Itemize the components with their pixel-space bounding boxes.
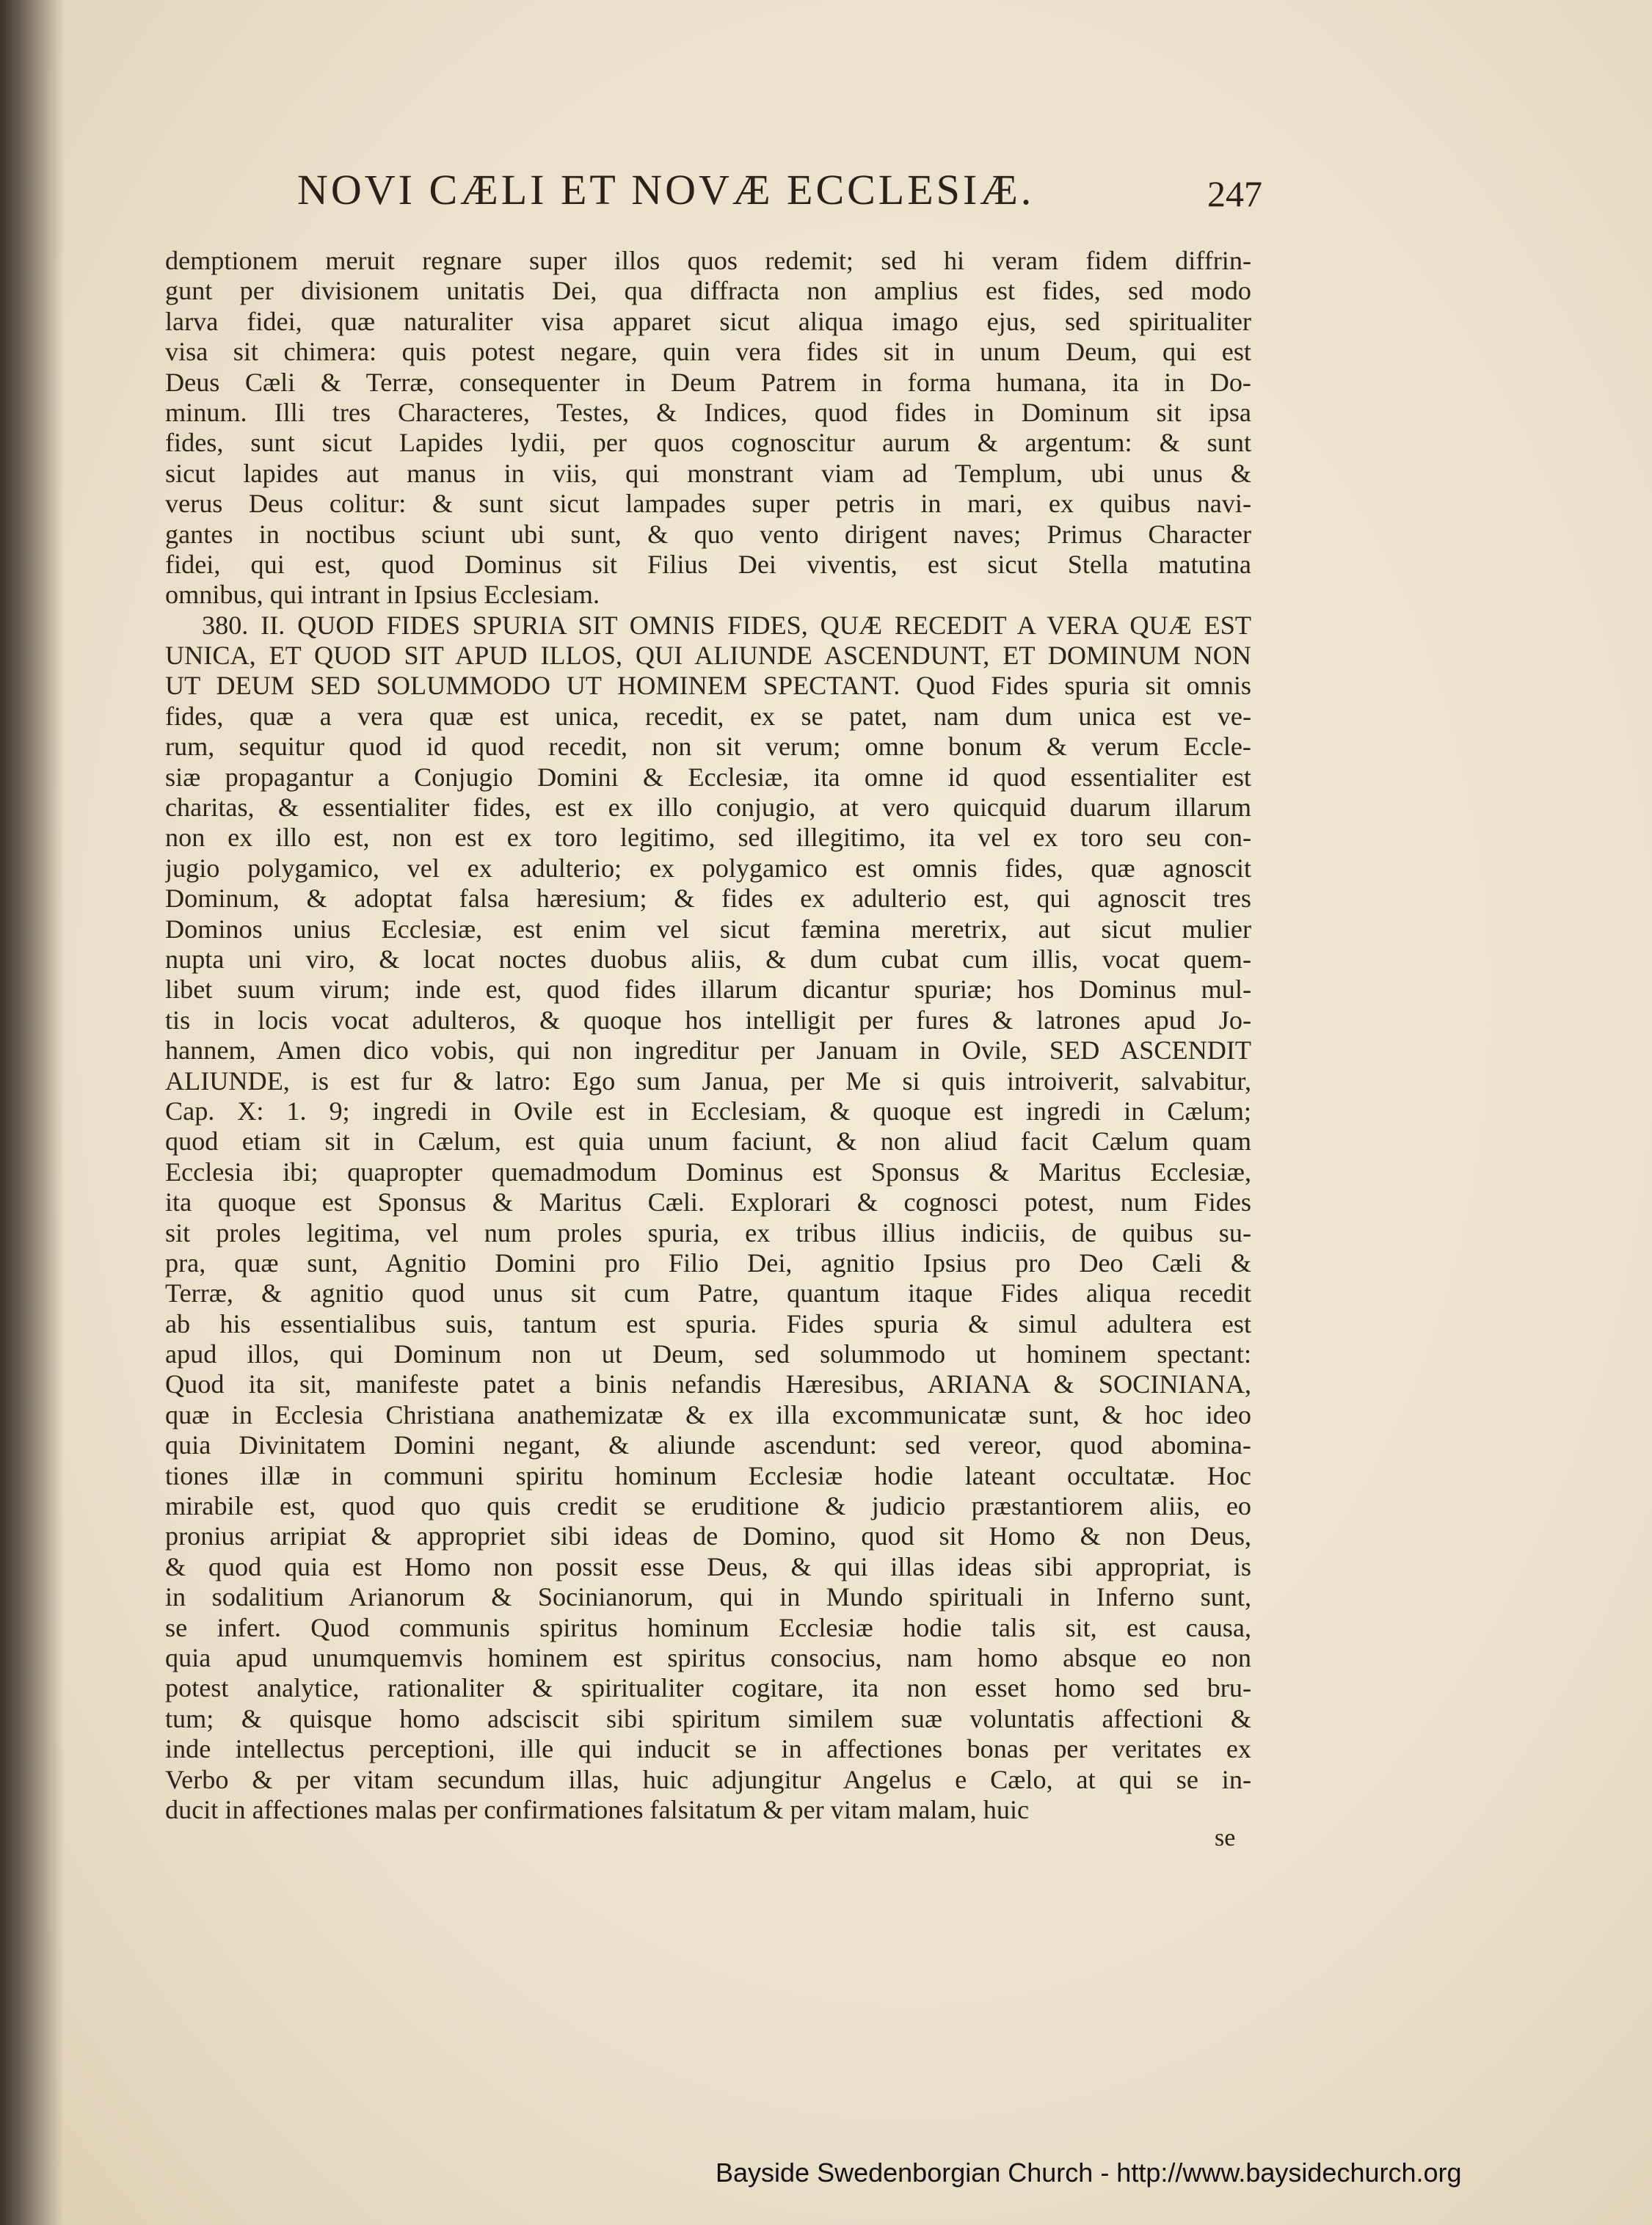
text-line: hannem, Amen dico vobis, qui non ingreditur per Januam in Ovile, SED ASCENDIT	[165, 1035, 1251, 1066]
text-line: & quod quia est Homo non possit esse Deus, & qui illas ideas sibi appropriat, is	[165, 1551, 1251, 1581]
text-line: Dominum, & adoptat falsa hæresium; & fides ex adulterio est, qui agnoscit tres	[165, 884, 1251, 914]
text-line: ALIUNDE, is est fur & latro: Ego sum Janua, per Me si quis introiverit, salvabitur,	[165, 1066, 1251, 1096]
text-line: mirabile est, quod quo quis credit se eruditione & judicio præstantiorem aliis, eo	[165, 1491, 1251, 1521]
text-line: nupta uni viro, & locat noctes duobus aliis, & dum cubat cum illis, vocat quem-	[165, 944, 1251, 974]
text-line: fides, sunt sicut Lapides lydii, per quos cognoscitur aurum & argentum: & sunt	[165, 428, 1251, 458]
text-line: verus Deus colitur: & sunt sicut lampades super petris in mari, ex quibus navi-	[165, 489, 1251, 519]
text-line: Dominos unius Ecclesiæ, est enim vel sicut fæmina meretrix, aut sicut mulier	[165, 914, 1251, 944]
text-line: tiones illæ in communi spiritu hominum Ecclesiæ hodie lateant occultatæ. Hoc	[165, 1460, 1251, 1490]
text-line: Ecclesia ibi; quapropter quemadmodum Dominus est Sponsus & Maritus Ecclesiæ,	[165, 1157, 1251, 1187]
text-line: omnibus, qui intrant in Ipsius Ecclesiam.	[165, 580, 600, 610]
text-line: in sodalitium Arianorum & Socinianorum, qui in Mundo spirituali in Inferno sunt,	[165, 1582, 1251, 1612]
text-line: inde intellectus perceptioni, ille qui inducit se in affectiones bonas per veritates ex	[165, 1734, 1251, 1764]
text-line: Deus Cæli & Terræ, consequenter in Deum Patrem in forma humana, ita in Do-	[165, 367, 1251, 397]
text-line: ab his essentialibus suis, tantum est spuria. Fides spuria & simul adultera est	[165, 1308, 1251, 1339]
text-line: Terræ, & agnitio quod unus sit cum Patre, quantum itaque Fides aliqua recedit	[165, 1278, 1251, 1308]
text-line: sicut lapides aut manus in viis, qui monstrant viam ad Templum, ubi unus &	[165, 458, 1251, 488]
book-spine-shadow	[0, 0, 65, 2225]
text-line: pra, quæ sunt, Agnitio Domini pro Filio Dei, agnitio Ipsius pro Deo Cæli &	[165, 1248, 1251, 1278]
text-line: potest analytice, rationaliter & spiritualiter cogitare, ita non esset homo sed bru-	[165, 1673, 1251, 1703]
credit-watermark: Bayside Swedenborgian Church - http://www.baysidechurch.org	[716, 2157, 1462, 2188]
text-line: Quod ita sit, manifeste patet a binis nefandis Hæresibus, ARIANA & SOCINIANA,	[165, 1369, 1251, 1399]
running-title: NOVI CÆLI ET NOVÆ ECCLESIÆ.	[297, 166, 1035, 214]
text-line: jugio polygamico, vel ex adulterio; ex polygamico est omnis fides, quæ agnoscit	[165, 853, 1251, 883]
text-line: minum. Illi tres Characteres, Testes, & Indices, quod fides in Dominum sit ipsa	[165, 397, 1251, 427]
text-line: quia Divinitatem Domini negant, & aliunde ascendunt: sed vereor, quod abomina-	[165, 1430, 1251, 1460]
text-line: gantes in noctibus sciunt ubi sunt, & quo vento dirigent naves; Primus Character	[165, 519, 1251, 549]
text-line: UNICA, ET QUOD SIT APUD ILLOS, QUI ALIUNDE ASCENDUNT, ET DOMINUM NON	[165, 641, 1251, 671]
text-line: siæ propagantur a Conjugio Domini & Ecclesiæ, ita omne id quod essentialiter est	[165, 762, 1251, 792]
text-line: sit proles legitima, vel num proles spuria, ex tribus illius indiciis, de quibus su-	[165, 1217, 1251, 1248]
text-line: pronius arripiat & appropriet sibi ideas de Domino, quod sit Homo & non Deus,	[165, 1521, 1251, 1551]
text-line: gunt per divisionem unitatis Dei, qua diffracta non amplius est fides, sed modo	[165, 276, 1251, 306]
text-line: quia apud unumquemvis hominem est spiritus consocius, nam homo absque eo non	[165, 1642, 1251, 1672]
text-line: ita quoque est Sponsus & Maritus Cæli. Explorari & cognosci potest, num Fides	[165, 1187, 1251, 1217]
text-line: non ex illo est, non est ex toro legitimo, sed illegitimo, ita vel ex toro seu con-	[165, 823, 1251, 853]
text-line: apud illos, qui Dominum non ut Deum, sed solummodo ut hominem spectant:	[165, 1339, 1251, 1369]
text-line: demptionem meruit regnare super illos quos redemit; sed hi veram fidem diffrin-	[165, 246, 1251, 275]
text-line: quod etiam sit in Cælum, est quia unum faciunt, & non aliud facit Cælum quam	[165, 1126, 1251, 1157]
text-line: rum, sequitur quod id quod recedit, non sit verum; omne bonum & verum Eccle-	[165, 732, 1251, 762]
catchword: se	[1215, 1824, 1236, 1851]
text-line: charitas, & essentialiter fides, est ex illo conjugio, at vero quicquid duarum illarum	[165, 793, 1251, 823]
text-line: tis in locis vocat adulteros, & quoque hos intelligit per fures & latrones apud Jo-	[165, 1005, 1251, 1035]
body-text	[165, 246, 1251, 1825]
text-line: fides, quæ a vera quæ est unica, recedit, ex se patet, nam dum unica est ve-	[165, 701, 1251, 731]
text-line: UT DEUM SED SOLUMMODO UT HOMINEM SPECTANT. Quod Fides spuria sit omnis	[165, 671, 1251, 701]
text-line: se infert. Quod communis spiritus hominum Ecclesiæ hodie talis sit, est causa,	[165, 1612, 1251, 1642]
text-line: ducit in affectiones malas per confirmationes falsitatum & per vitam malam, huic	[165, 1794, 1030, 1824]
text-line: fidei, qui est, quod Dominus sit Filius Dei viventis, est sicut Stella matutina	[165, 549, 1251, 579]
running-head	[297, 165, 1262, 231]
text-line: libet suum virum; inde est, quod fides illarum dicantur spuriæ; hos Dominus mul-	[165, 975, 1251, 1005]
page-number: 247	[1207, 173, 1262, 214]
text-line: Verbo & per vitam secundum illas, huic adjungitur Angelus e Cælo, at qui se in-	[165, 1764, 1251, 1794]
text-line: visa sit chimera: quis potest negare, quin vera fides sit in unum Deum, qui est	[165, 337, 1251, 367]
text-line: 380. II. QUOD FIDES SPURIA SIT OMNIS FIDES, QUÆ RECEDIT A VERA QUÆ EST	[202, 610, 1251, 640]
text-line: larva fidei, quæ naturaliter visa apparet sicut aliqua imago ejus, sed spiritualiter	[165, 306, 1251, 336]
text-line: quæ in Ecclesia Christiana anathemizatæ & ex illa excommunicatæ sunt, & hoc ideo	[165, 1399, 1251, 1430]
text-line: Cap. X: 1. 9; ingredi in Ovile est in Ecclesiam, & quoque est ingredi in Cælum;	[165, 1096, 1251, 1126]
text-line: tum; & quisque homo adsciscit sibi spiritum similem suæ voluntatis affectioni &	[165, 1703, 1251, 1733]
